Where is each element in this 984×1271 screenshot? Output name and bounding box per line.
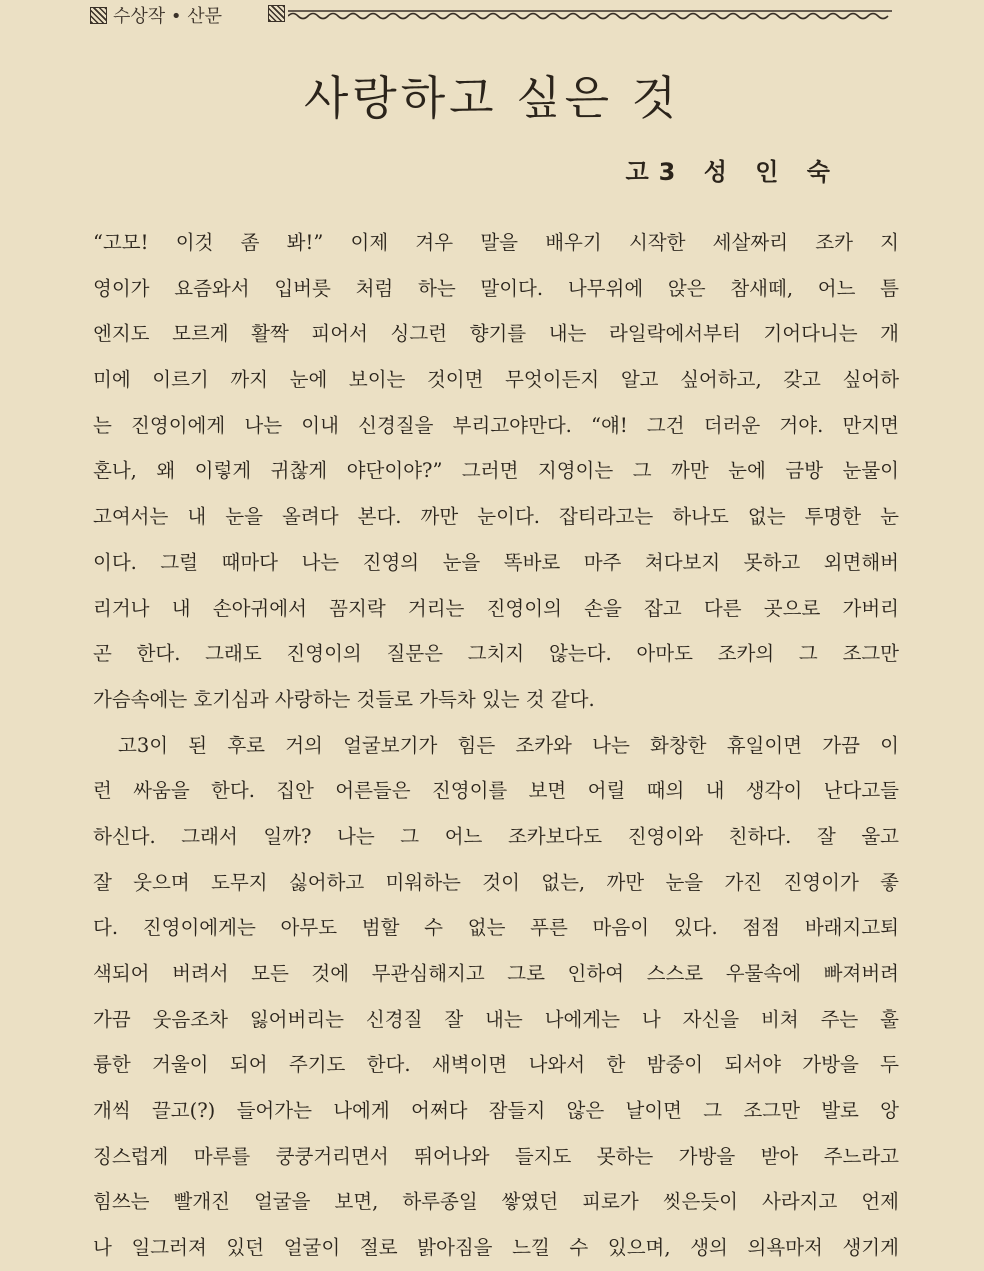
body-line: 다. 진영이에게는 아무도 범할 수 없는 푸른 마음이 있다. 점점 바래지고퇴 <box>93 916 899 940</box>
article-title: 사랑하고 싶은 것 <box>303 71 681 125</box>
body-line: 리거나 내 손아귀에서 꼼지락 거리는 진영이의 손을 잡고 다른 곳으로 가버리 <box>93 596 899 620</box>
body-line: 는 진영이에게 나는 이내 신경질을 부리고야만다. “얘! 그건 더러운 거야. 만지면 <box>93 413 899 437</box>
article-body <box>93 220 899 1271</box>
section-label-text: 수상작 • 산문 <box>113 6 223 27</box>
article-author: 고3 성 인 숙 <box>625 158 840 186</box>
body-line: 엔지도 모르게 활짝 피어서 싱그런 향기를 내는 라일락에서부터 기어다니는 개 <box>93 322 899 346</box>
body-line: 미에 이르기 까지 눈에 보이는 것이면 무엇이든지 알고 싶어하고, 갖고 싶어하 <box>93 368 899 392</box>
body-line: 개씩 끌고(?) 들어가는 나에게 어쩌다 잠들지 않은 날이면 그 조그만 발로 앙 <box>93 1099 899 1123</box>
decorative-border <box>288 10 892 20</box>
hatched-square-icon <box>268 5 285 22</box>
body-line: 색되어 버려서 모든 것에 무관심해지고 그로 인하여 스스로 우물속에 빠져버려 <box>93 962 899 985</box>
body-line: 고3이 된 후로 거의 얼굴보기가 힘든 조카와 나는 화창한 휴일이면 가끔 이 <box>118 733 899 757</box>
body-line: 잘 웃으며 도무지 싫어하고 미워하는 것이 없는, 까만 눈을 가진 진영이가 좋 <box>93 870 899 894</box>
hatched-square-icon <box>90 7 107 24</box>
section-header <box>0 0 984 28</box>
body-line: 이다. 그럴 때마다 나는 진영의 눈을 똑바로 마주 쳐다보지 못하고 외면해버 <box>93 550 899 574</box>
body-line: 나 일그러져 있던 얼굴이 절로 밝아짐을 느낄 수 있으며, 생의 의욕마저 생기게 <box>93 1236 899 1260</box>
body-line: 가슴속에는 호기심과 사랑하는 것들로 가득차 있는 것 같다. <box>93 687 595 711</box>
body-line: 가끔 웃음조차 잃어버리는 신경질 잘 내는 나에게는 나 자신을 비쳐 주는 훌 <box>93 1007 899 1031</box>
body-line: 륭한 거울이 되어 주기도 한다. 새벽이면 나와서 한 밤중이 되서야 가방을 두 <box>93 1053 899 1077</box>
body-line: 곤 한다. 그래도 진영이의 질문은 그치지 않는다. 아마도 조카의 그 조그만 <box>93 642 899 666</box>
body-line: 힘쓰는 빨개진 얼굴을 보면, 하루종일 쌓였던 피로가 씻은듯이 사라지고 언제 <box>93 1190 899 1214</box>
body-line: 하신다. 그래서 일까? 나는 그 어느 조카보다도 진영이와 친하다. 잘 울고 <box>93 824 899 848</box>
body-line: 고여서는 내 눈을 올려다 본다. 까만 눈이다. 잡티라고는 하나도 없는 투명한 눈 <box>93 505 899 529</box>
body-line: 혼나, 왜 이렇게 귀찮게 야단이야?” 그러면 지영이는 그 까만 눈에 금방 눈물이 <box>93 459 899 483</box>
body-line: “고모! 이것 좀 봐!” 이제 겨우 말을 배우기 시작한 세살짜리 조카 지 <box>93 231 899 254</box>
section-label <box>90 2 222 28</box>
body-line: 런 싸움을 한다. 집안 어른들은 진영이를 보면 어릴 때의 내 생각이 난다고들 <box>93 779 899 803</box>
body-line: 영이가 요즘와서 입버릇 처럼 하는 말이다. 나무위에 앉은 참새떼, 어느 틈 <box>93 276 899 300</box>
body-line: 징스럽게 마루를 쿵쿵거리면서 뛰어나와 들지도 못하는 가방을 받아 주느라고 <box>93 1144 899 1168</box>
